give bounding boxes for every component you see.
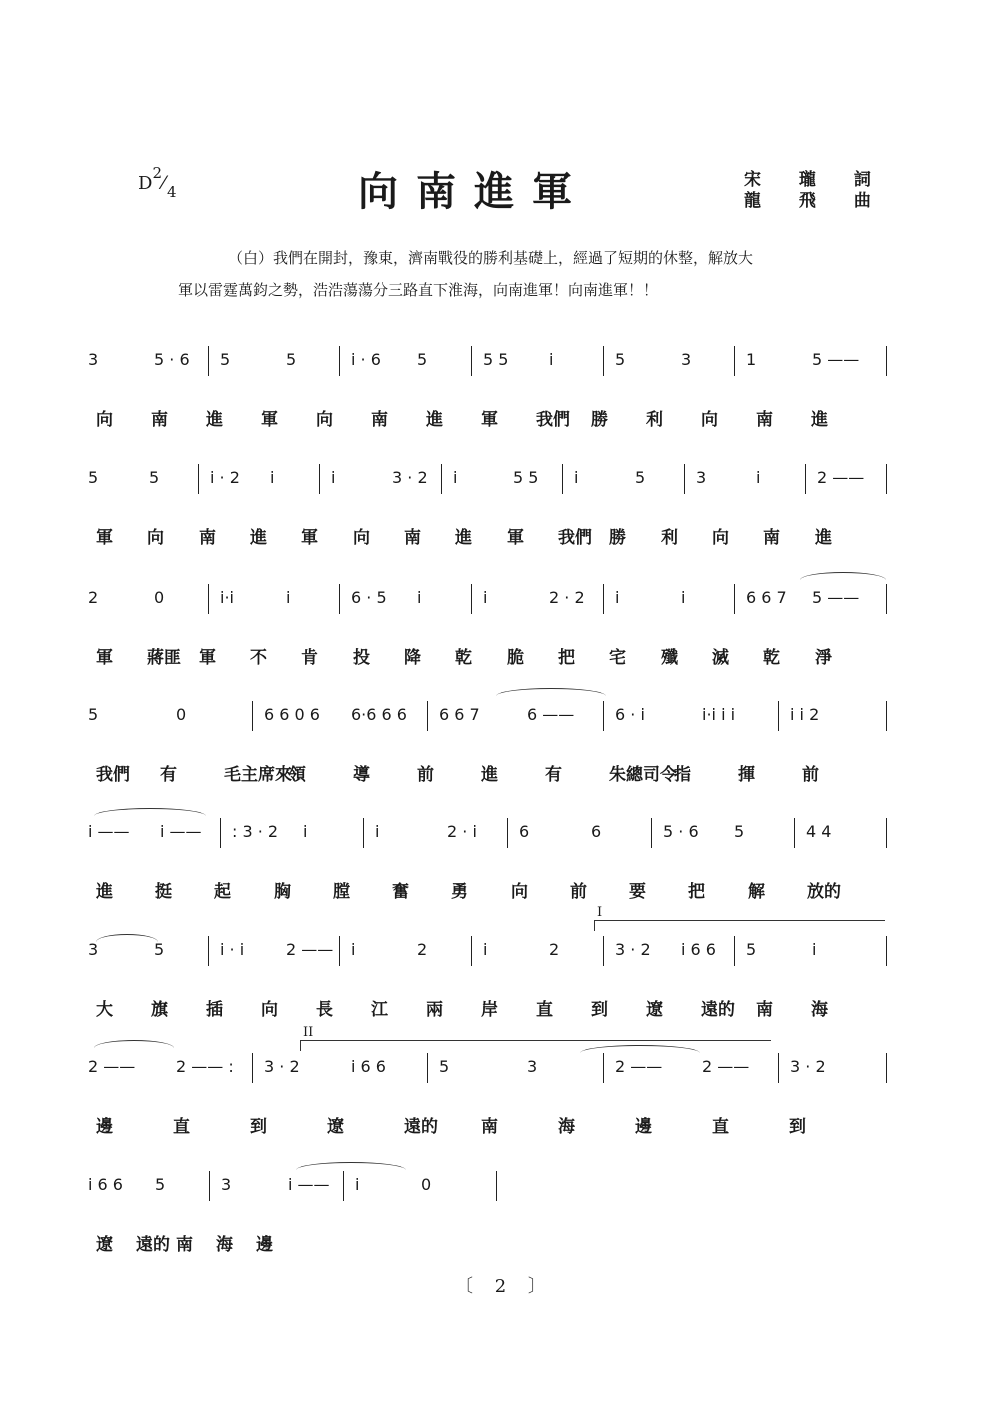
note-group: 6 · i xyxy=(615,705,645,724)
bar-line xyxy=(208,936,209,966)
lyric-syllable: 我們 xyxy=(536,410,570,430)
bar-line xyxy=(886,346,887,376)
note-group: i i 2 xyxy=(790,705,820,724)
lyric-syllable: 到 xyxy=(591,1000,608,1020)
tie-slur xyxy=(496,688,606,697)
lyric-syllable: 進 xyxy=(426,410,443,430)
lyric-syllable: 南 xyxy=(756,410,773,430)
note-group: 5 xyxy=(154,940,165,959)
lyric-syllable: 南 xyxy=(371,410,388,430)
notation-row xyxy=(88,822,898,862)
bar-line xyxy=(427,701,428,731)
notation-row xyxy=(88,350,898,390)
lyric-syllable: 兩 xyxy=(426,1000,443,1020)
bar-line xyxy=(886,936,887,966)
lyric-syllable: 起 xyxy=(214,882,231,902)
note-group: 2 —— xyxy=(817,468,865,487)
note-group: 5 5 xyxy=(513,468,539,487)
lyric-syllable: 毛主席來 xyxy=(224,765,292,785)
note-group: 3 · 2 xyxy=(615,940,651,959)
note-group: 1 xyxy=(746,350,757,369)
bar-line xyxy=(794,818,795,848)
note-group: i xyxy=(615,588,620,607)
spoken-line-1: （白）我們在開封，豫東，濟南戰役的勝利基礎上，經過了短期的休整，解放大 xyxy=(228,249,754,267)
volta-bracket xyxy=(300,1025,771,1051)
lyric-syllable: 江 xyxy=(371,1000,388,1020)
tie-slur xyxy=(580,1045,700,1054)
note-group: 6 xyxy=(591,822,602,841)
note-group: 5 xyxy=(439,1057,450,1076)
notation-row xyxy=(88,468,898,508)
note-group: i xyxy=(375,822,380,841)
bar-line xyxy=(427,1053,428,1083)
lyrics-row xyxy=(96,405,896,435)
note-group: 2 · 2 xyxy=(549,588,585,607)
note-group: 3 xyxy=(527,1057,538,1076)
spoken-intro xyxy=(178,242,838,306)
song-title: 向南進軍 xyxy=(358,168,590,215)
lyric-syllable: 進 xyxy=(455,528,472,548)
lyric-syllable: 膛 xyxy=(333,882,350,902)
tie-slur xyxy=(296,1162,406,1171)
lyric-syllable: 遠的 xyxy=(136,1235,170,1255)
note-group: i —— xyxy=(288,1175,330,1194)
lyric-syllable: 領 xyxy=(289,765,306,785)
lyric-syllable: 遠的 xyxy=(701,1000,735,1020)
note-group: i xyxy=(756,468,761,487)
lyric-syllable: 邊 xyxy=(96,1117,113,1137)
note-group: i —— xyxy=(88,822,130,841)
lyric-syllable: 向 xyxy=(353,528,370,548)
bar-line xyxy=(778,1053,779,1083)
credits xyxy=(744,170,887,212)
lyric-syllable: 降 xyxy=(404,648,421,668)
note-group: 5 —— xyxy=(812,350,860,369)
lyric-syllable: 直 xyxy=(536,1000,553,1020)
lyric-syllable: 南 xyxy=(151,410,168,430)
notation-row xyxy=(88,705,898,745)
note-group: i xyxy=(549,350,554,369)
lyric-syllable: 解 xyxy=(748,882,765,902)
lyric-syllable: 有 xyxy=(545,765,562,785)
note-group: 6 · 5 xyxy=(351,588,387,607)
lyric-syllable: 前 xyxy=(570,882,587,902)
bar-line xyxy=(651,818,652,848)
note-group: 5 xyxy=(635,468,646,487)
note-group: 3 xyxy=(696,468,707,487)
note-group: i·i i i xyxy=(702,705,736,724)
lyric-syllable: 乾 xyxy=(763,648,780,668)
lyric-syllable: 大 xyxy=(96,1000,113,1020)
note-group: 3 xyxy=(88,350,99,369)
lyric-syllable: 直 xyxy=(712,1117,729,1137)
note-group: i · 2 xyxy=(210,468,240,487)
bar-line xyxy=(603,584,604,614)
lyric-syllable: 軍 xyxy=(199,648,216,668)
lyric-syllable: 我們 xyxy=(96,765,130,785)
bar-line xyxy=(886,1053,887,1083)
note-group: i · 6 xyxy=(351,350,381,369)
bar-line xyxy=(603,701,604,731)
note-group: i xyxy=(483,940,488,959)
bar-line xyxy=(343,1171,344,1201)
note-group: 2 —— xyxy=(615,1057,663,1076)
note-group: 5 xyxy=(746,940,757,959)
lyric-syllable: 導 xyxy=(353,765,370,785)
note-group: i 6 6 xyxy=(88,1175,123,1194)
bar-line xyxy=(734,936,735,966)
lyric-syllable: 海 xyxy=(811,1000,828,1020)
note-group: 2 —— xyxy=(88,1057,136,1076)
lyric-syllable: 遠的 xyxy=(404,1117,438,1137)
page-number: 〔 2 〕 xyxy=(455,1276,554,1297)
bar-line xyxy=(220,818,221,848)
notation-row xyxy=(88,588,898,628)
note-group: i xyxy=(286,588,291,607)
volta-label: II xyxy=(303,1025,314,1040)
bar-line xyxy=(471,936,472,966)
note-group: i xyxy=(812,940,817,959)
lyric-syllable: 前 xyxy=(802,765,819,785)
note-group: i 6 6 xyxy=(351,1057,386,1076)
bar-line xyxy=(603,936,604,966)
lyric-syllable: 把 xyxy=(558,648,575,668)
note-group: i xyxy=(574,468,579,487)
note-group: i xyxy=(355,1175,360,1194)
note-group: 5 xyxy=(155,1175,166,1194)
lyrics-row xyxy=(96,1230,896,1260)
lyric-syllable: 進 xyxy=(250,528,267,548)
lyric-syllable: 向 xyxy=(701,410,718,430)
lyric-syllable: 向 xyxy=(96,410,113,430)
note-group: 5 xyxy=(88,705,99,724)
note-group: 6 6 7 xyxy=(439,705,480,724)
lyric-syllable: 進 xyxy=(481,765,498,785)
bar-line xyxy=(209,1171,210,1201)
lyric-syllable: 宅 xyxy=(609,648,626,668)
lyric-syllable: 軍 xyxy=(96,648,113,668)
note-group: 5 5 xyxy=(483,350,509,369)
bar-line xyxy=(339,936,340,966)
note-group: 3 xyxy=(88,940,99,959)
volta-bracket xyxy=(594,905,885,931)
notation-row xyxy=(88,1057,898,1097)
lyric-syllable: 向 xyxy=(712,528,729,548)
note-group: 4 4 xyxy=(806,822,832,841)
lyric-syllable: 海 xyxy=(558,1117,575,1137)
note-group: 6·6 6 6 xyxy=(351,705,407,724)
lyric-syllable: 挺 xyxy=(155,882,172,902)
lyric-syllable: 把 xyxy=(688,882,705,902)
lyric-syllable: 南 xyxy=(176,1235,193,1255)
note-group: 5 · 6 xyxy=(663,822,699,841)
lyric-syllable: 進 xyxy=(815,528,832,548)
bar-line xyxy=(603,1053,604,1083)
bar-line xyxy=(198,464,199,494)
note-group: 3 · 2 xyxy=(392,468,428,487)
note-group: i xyxy=(351,940,356,959)
bar-line xyxy=(208,584,209,614)
note-group: i · i xyxy=(220,940,245,959)
note-group: i xyxy=(270,468,275,487)
lyric-syllable: 軍 xyxy=(507,528,524,548)
lyric-syllable: 肯 xyxy=(301,648,318,668)
lyric-syllable: 進 xyxy=(811,410,828,430)
note-group: 2 xyxy=(417,940,428,959)
lyric-syllable: 到 xyxy=(789,1117,806,1137)
lyric-syllable: 胸 xyxy=(274,882,291,902)
note-group: 5 —— xyxy=(812,588,860,607)
note-group: 5 xyxy=(286,350,297,369)
lyric-syllable: 利 xyxy=(646,410,663,430)
lyrics-row xyxy=(96,1112,896,1142)
note-group: 3 xyxy=(221,1175,232,1194)
lyric-syllable: 遼 xyxy=(327,1117,344,1137)
note-group: 0 xyxy=(176,705,187,724)
note-group: 5 · 6 xyxy=(154,350,190,369)
lyric-syllable: 軍 xyxy=(301,528,318,548)
lyrics-row xyxy=(96,995,896,1025)
bar-line xyxy=(805,464,806,494)
composer: 龍 飛 曲 xyxy=(744,191,887,211)
note-group: 0 xyxy=(421,1175,432,1194)
lyric-syllable: 軍 xyxy=(96,528,113,548)
note-group: 2 —— xyxy=(702,1057,750,1076)
lyric-syllable: 投 xyxy=(353,648,370,668)
note-group: 3 · 2 xyxy=(790,1057,826,1076)
lyrics-row xyxy=(96,877,896,907)
lyric-syllable: 放的 xyxy=(807,882,841,902)
bar-line xyxy=(734,584,735,614)
lyric-syllable: 直 xyxy=(173,1117,190,1137)
note-group: 5 xyxy=(734,822,745,841)
lyric-syllable: 蔣匪 xyxy=(147,648,181,668)
lyrics-row xyxy=(96,523,896,553)
bar-line xyxy=(471,346,472,376)
bar-line xyxy=(507,818,508,848)
note-group: 6 6 7 xyxy=(746,588,787,607)
lyric-syllable: 指 xyxy=(674,765,691,785)
lyric-syllable: 勇 xyxy=(451,882,468,902)
tie-slur xyxy=(94,1040,174,1049)
lyric-syllable: 南 xyxy=(404,528,421,548)
bar-line xyxy=(339,584,340,614)
lyric-syllable: 朱總司令 xyxy=(609,765,677,785)
notation-row xyxy=(88,1175,898,1215)
tie-slur xyxy=(96,934,158,943)
bar-line xyxy=(734,346,735,376)
note-group: 2 · i xyxy=(447,822,477,841)
lyric-syllable: 勝 xyxy=(591,410,608,430)
lyric-syllable: 進 xyxy=(206,410,223,430)
note-group: : 3 · 2 xyxy=(232,822,279,841)
lyric-syllable: 滅 xyxy=(712,648,729,668)
lyric-syllable: 向 xyxy=(316,410,333,430)
note-group: 5 xyxy=(417,350,428,369)
lyric-syllable: 南 xyxy=(199,528,216,548)
note-group: i 6 6 xyxy=(681,940,716,959)
bar-line xyxy=(562,464,563,494)
note-group: 2 —— : xyxy=(176,1057,234,1076)
note-group: 5 xyxy=(220,350,231,369)
note-group: i xyxy=(453,468,458,487)
bar-line xyxy=(339,346,340,376)
lyric-syllable: 長 xyxy=(316,1000,333,1020)
lyric-syllable: 旗 xyxy=(151,1000,168,1020)
tie-slur xyxy=(800,572,886,581)
volta-label: I xyxy=(597,905,603,920)
lyric-syllable: 南 xyxy=(763,528,780,548)
bar-line xyxy=(252,701,253,731)
bar-line xyxy=(208,346,209,376)
note-group: i·i xyxy=(220,588,234,607)
note-group: 6 6 0 6 xyxy=(264,705,320,724)
lyric-syllable: 殲 xyxy=(661,648,678,668)
bar-line xyxy=(471,584,472,614)
lyric-syllable: 不 xyxy=(250,648,267,668)
lyric-syllable: 我們 xyxy=(558,528,592,548)
lyric-syllable: 海 xyxy=(216,1235,233,1255)
lyric-syllable: 有 xyxy=(160,765,177,785)
bar-line xyxy=(603,346,604,376)
key-signature: $D^2⁄$ $_4$ xyxy=(138,164,177,201)
note-group: 2 xyxy=(88,588,99,607)
note-group: i xyxy=(303,822,308,841)
bar-line xyxy=(886,584,887,614)
note-group: i xyxy=(483,588,488,607)
lyric-syllable: 遼 xyxy=(646,1000,663,1020)
lyric-syllable: 前 xyxy=(417,765,434,785)
lyric-syllable: 向 xyxy=(261,1000,278,1020)
bar-line xyxy=(886,464,887,494)
lyric-syllable: 向 xyxy=(511,882,528,902)
lyrics-row xyxy=(96,643,896,673)
spoken-line-2: 軍以雷霆萬鈞之勢，浩浩蕩蕩分三路直下淮海，向南進軍！向南進軍！！ xyxy=(178,281,659,299)
lyricist: 宋 瓏 詞 xyxy=(744,170,887,190)
lyric-syllable: 揮 xyxy=(738,765,755,785)
lyric-syllable: 插 xyxy=(206,1000,223,1020)
note-group: 5 xyxy=(149,468,160,487)
lyric-syllable: 軍 xyxy=(261,410,278,430)
note-group: i xyxy=(681,588,686,607)
lyric-syllable: 岸 xyxy=(481,1000,498,1020)
note-group: i xyxy=(331,468,336,487)
note-group: 5 xyxy=(615,350,626,369)
bar-line xyxy=(441,464,442,494)
lyric-syllable: 遼 xyxy=(96,1235,113,1255)
bar-line xyxy=(684,464,685,494)
lyric-syllable: 邊 xyxy=(635,1117,652,1137)
note-group: 3 · 2 xyxy=(264,1057,300,1076)
bar-line xyxy=(886,818,887,848)
tie-slur xyxy=(94,808,206,817)
note-group: 5 xyxy=(88,468,99,487)
note-group: 2 —— xyxy=(286,940,334,959)
lyrics-row xyxy=(96,760,896,790)
lyric-syllable: 脆 xyxy=(507,648,524,668)
bar-line xyxy=(252,1053,253,1083)
lyric-syllable: 軍 xyxy=(481,410,498,430)
bar-line xyxy=(496,1171,497,1201)
lyric-syllable: 南 xyxy=(756,1000,773,1020)
lyric-syllable: 南 xyxy=(481,1117,498,1137)
lyric-syllable: 向 xyxy=(147,528,164,548)
lyric-syllable: 乾 xyxy=(455,648,472,668)
note-group: 6 xyxy=(519,822,530,841)
bar-line xyxy=(363,818,364,848)
note-group: i xyxy=(417,588,422,607)
bar-line xyxy=(886,701,887,731)
notation-row xyxy=(88,940,898,980)
lyric-syllable: 進 xyxy=(96,882,113,902)
note-group: 3 xyxy=(681,350,692,369)
lyric-syllable: 奮 xyxy=(392,882,409,902)
note-group: i —— xyxy=(160,822,202,841)
note-group: 2 xyxy=(549,940,560,959)
lyric-syllable: 要 xyxy=(629,882,646,902)
bar-line xyxy=(778,701,779,731)
lyric-syllable: 勝 xyxy=(609,528,626,548)
note-group: 0 xyxy=(154,588,165,607)
lyric-syllable: 邊 xyxy=(256,1235,273,1255)
lyric-syllable: 淨 xyxy=(815,648,832,668)
note-group: 6 —— xyxy=(527,705,575,724)
bar-line xyxy=(319,464,320,494)
lyric-syllable: 利 xyxy=(661,528,678,548)
lyric-syllable: 到 xyxy=(250,1117,267,1137)
